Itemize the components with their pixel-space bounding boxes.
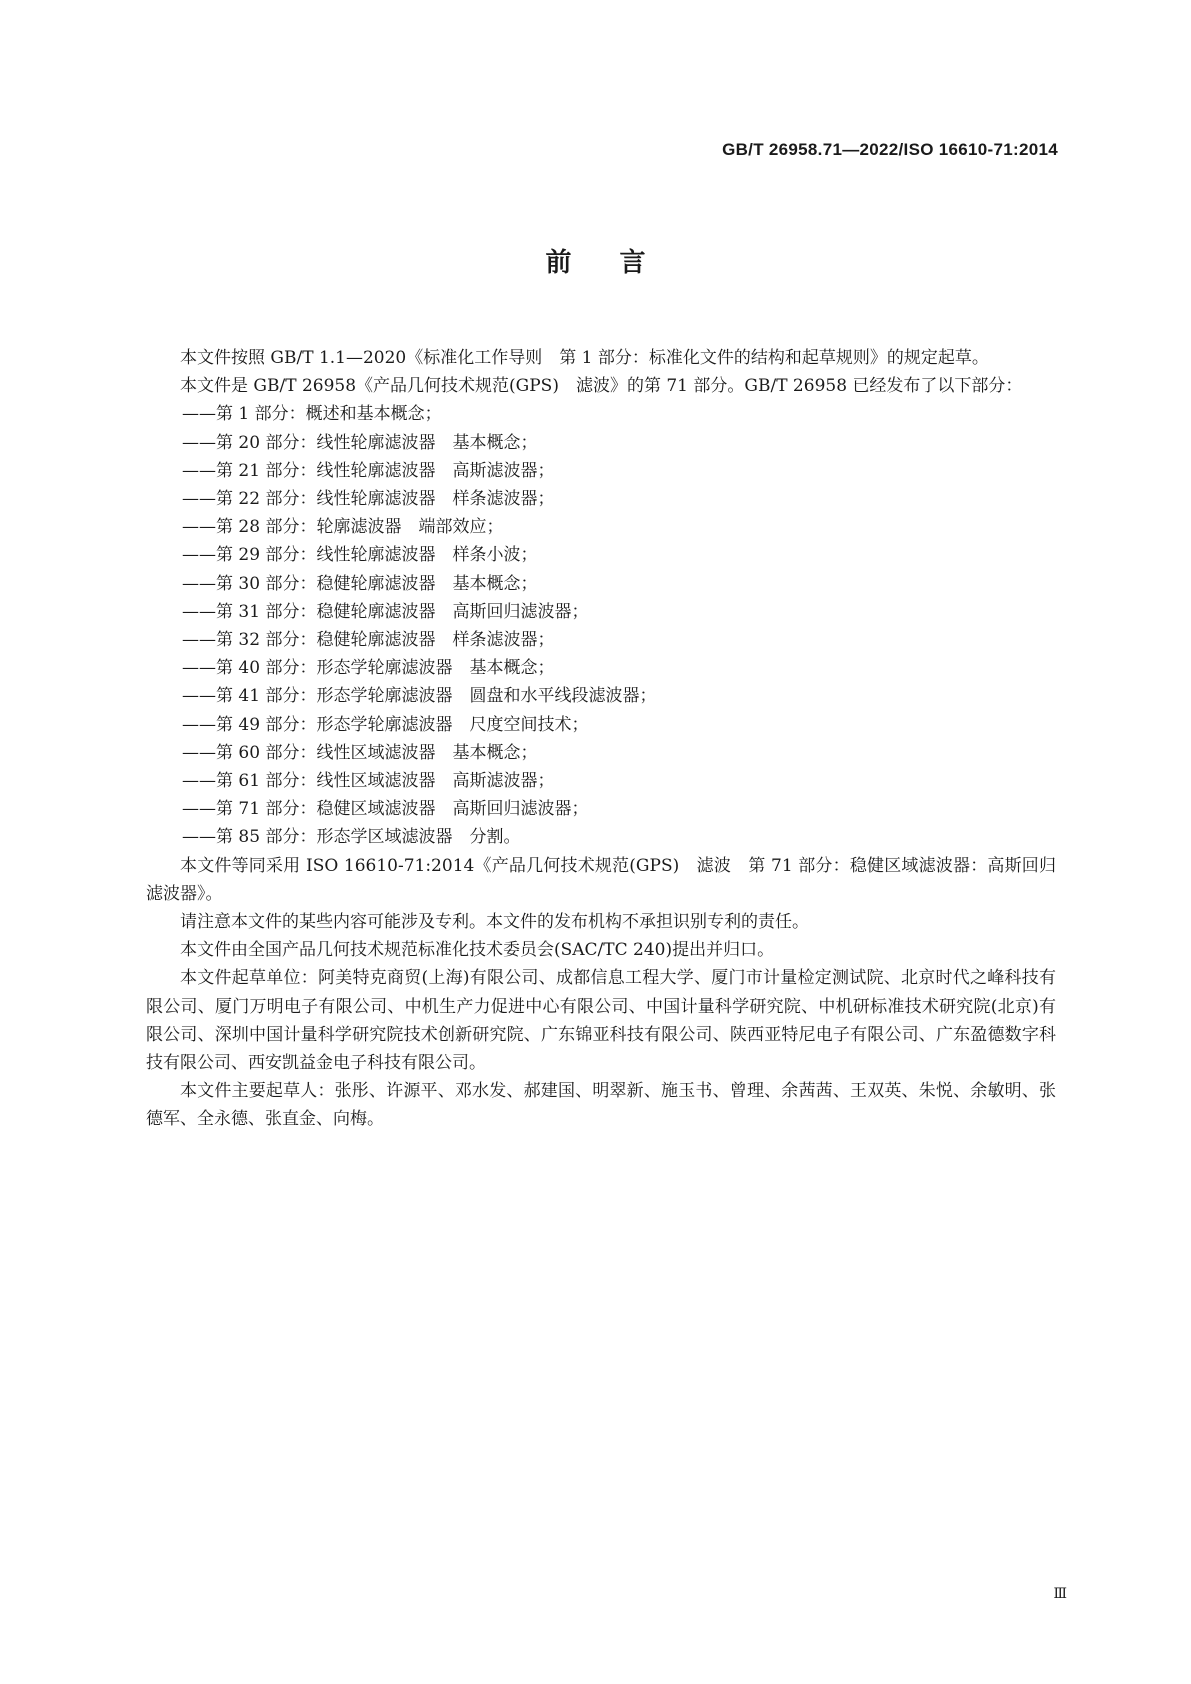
list-item: ——第 31 部分：稳健轮廓滤波器 高斯回归滤波器； [182, 601, 589, 622]
foreword-body [146, 344, 1056, 1134]
list-item: ——第 85 部分：形态学区域滤波器 分割。 [182, 827, 521, 848]
paragraph-adoption: 本文件等同采用 ISO 16610-71:2014《产品几何技术规范(GPS) 滤波 第 71 部分：稳健区域滤波器：高斯回归滤波器》。 [146, 855, 1056, 904]
list-item: ——第 22 部分：线性轮廓滤波器 样条滤波器； [182, 489, 555, 510]
paragraph-proposer: 本文件由全国产品几何技术规范标准化技术委员会(SAC/TC 240)提出并归口。 [180, 940, 775, 961]
list-item: ——第 60 部分：线性区域滤波器 基本概念； [182, 742, 538, 763]
list-item: ——第 61 部分：线性区域滤波器 高斯滤波器； [182, 771, 555, 792]
list-item: ——第 1 部分：概述和基本概念； [182, 404, 442, 425]
page-title: 前言 [545, 248, 694, 278]
standard-code: GB/T 26958.71—2022/ISO 16610-71:2014 [722, 140, 1058, 159]
paragraph-drafting-units: 本文件起草单位：阿美特克商贸(上海)有限公司、成都信息工程大学、厦门市计量检定测试院、北京时代之峰科技有限公司、厦门万明电子有限公司、中机生产力促进中心有限公司、中国计量科学研究院、中机研标准技术研究院(北京)有限公司、深圳中国计量科学研究院技术创新研究院、广东锦亚科技有限公司、陕西亚特尼电子有限公司、广东盈德数字科技有限公司、西安凯益金电子科技有限公司。 [146, 968, 1056, 1074]
paragraph-series-intro: 本文件是 GB/T 26958《产品几何技术规范(GPS) 滤波》的第 71 部分。GB/T 26958 已经发布了以下部分： [180, 376, 1023, 397]
page-number: Ⅲ [1053, 1586, 1067, 1602]
list-item: ——第 29 部分：线性轮廓滤波器 样条小波； [182, 545, 538, 566]
list-item: ——第 40 部分：形态学轮廓滤波器 基本概念； [182, 658, 555, 679]
list-item: ——第 28 部分：轮廓滤波器 端部效应； [182, 517, 504, 538]
paragraph-drafters: 本文件主要起草人：张彤、许源平、邓水发、郝建国、明翠新、施玉书、曾理、余茜茜、王双英、朱悦、余敏明、张德军、全永德、张直金、向梅。 [146, 1081, 1056, 1130]
list-item: ——第 20 部分：线性轮廓滤波器 基本概念； [182, 432, 538, 453]
paragraph-drafting-rules: 本文件按照 GB/T 1.1—2020《标准化工作导则 第 1 部分：标准化文件的结构和起草规则》的规定起草。 [180, 348, 989, 368]
list-item: ——第 30 部分：稳健轮廓滤波器 基本概念； [182, 573, 538, 594]
list-item: ——第 21 部分：线性轮廓滤波器 高斯滤波器； [182, 460, 555, 481]
list-item: ——第 41 部分：形态学轮廓滤波器 圆盘和水平线段滤波器； [182, 686, 657, 707]
list-item: ——第 71 部分：稳健区域滤波器 高斯回归滤波器； [182, 799, 589, 820]
list-item: ——第 49 部分：形态学轮廓滤波器 尺度空间技术； [182, 714, 589, 735]
published-parts-list [146, 400, 1056, 851]
list-item: ——第 32 部分：稳健轮廓滤波器 样条滤波器； [182, 630, 555, 651]
paragraph-patent-notice: 请注意本文件的某些内容可能涉及专利。本文件的发布机构不承担识别专利的责任。 [180, 912, 809, 933]
